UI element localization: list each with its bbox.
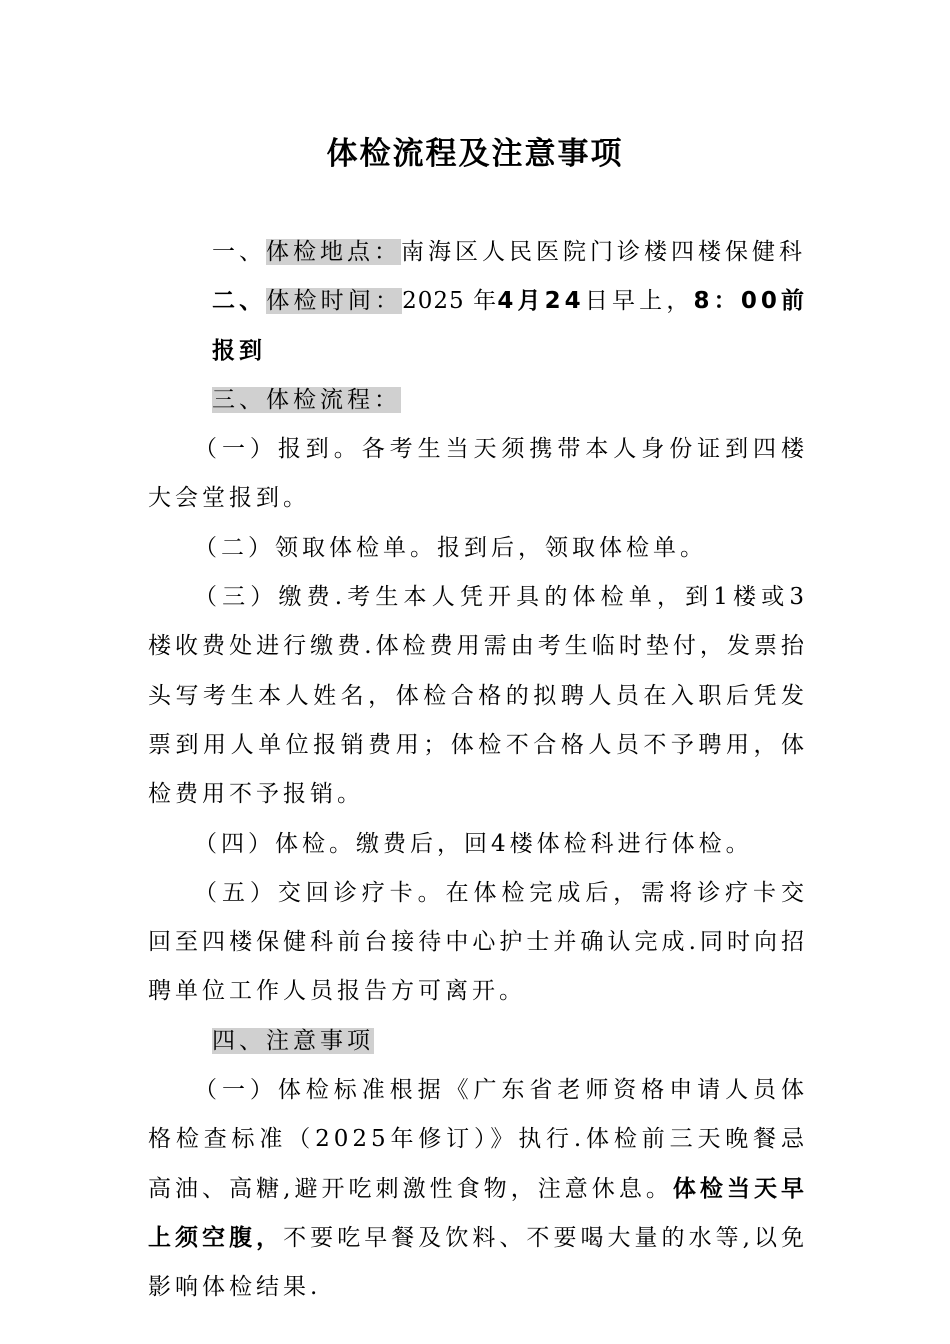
process-step-3: （三）缴费.考生本人凭开具的体检单，到1楼或3楼收费处进行缴费.体检费用需由考生临时垫付，发票抬头写考生本人姓名，体检合格的拟聘人员在入职后凭发票到用人单位报销费用；体检不合格人员不予聘用，体检费用不予报销。 [148,584,808,808]
time-report: 8：00前报到 [212,288,809,364]
section-notes-heading [148,1017,808,1066]
note-1-emphasis: 体检当天早上须空腹， [148,1175,809,1251]
process-step-5: （五）交回诊疗卡。在体检完成后，需将诊疗卡交回至四楼保健科前台接待中心护士并确认完成.同时向招聘单位工作人员报告方可离开。 [148,879,808,1005]
time-day: 日早上， [584,288,694,315]
location-value: 南海区人民医院门诊楼四楼保健科 [401,239,806,265]
note-1 [148,1066,808,1312]
time-year: 2025 年 [402,288,498,315]
section-location [148,228,808,277]
process-step-2: （二）领取体检单。报到后，领取体检单。 [194,534,707,561]
note-1-text-continued: 不要吃早餐及饮料、不要喝大量的水等,以免影响体检结果. [148,1224,809,1301]
process-step-1: （一）报到。各考生当天须携带本人身份证到四楼大会堂报到。 [148,436,808,512]
process-heading: 三、体检流程： [212,386,401,413]
section-time [148,277,808,376]
section-number: 一、 [212,239,266,265]
note-1-text: （一）体检标准根据《广东省老师资格申请人员体格检查标准（2025年修订）》执行.体检前三天晚餐忌高油、高糖,避开吃刺激性食物，注意休息。 [148,1077,808,1202]
time-date: 4月24 [497,288,585,315]
process-step-4: （四）体检。缴费后，回4楼体检科进行体检。 [194,830,753,857]
document-title: 体检流程及注意事项 [326,136,624,172]
notes-heading: 四、注意事项 [212,1027,374,1054]
document-body [148,228,808,1313]
time-label: 体检时间： [266,288,403,315]
section-number: 二、 [212,288,267,315]
location-label: 体检地点： [266,239,401,265]
section-process-heading [148,376,808,425]
